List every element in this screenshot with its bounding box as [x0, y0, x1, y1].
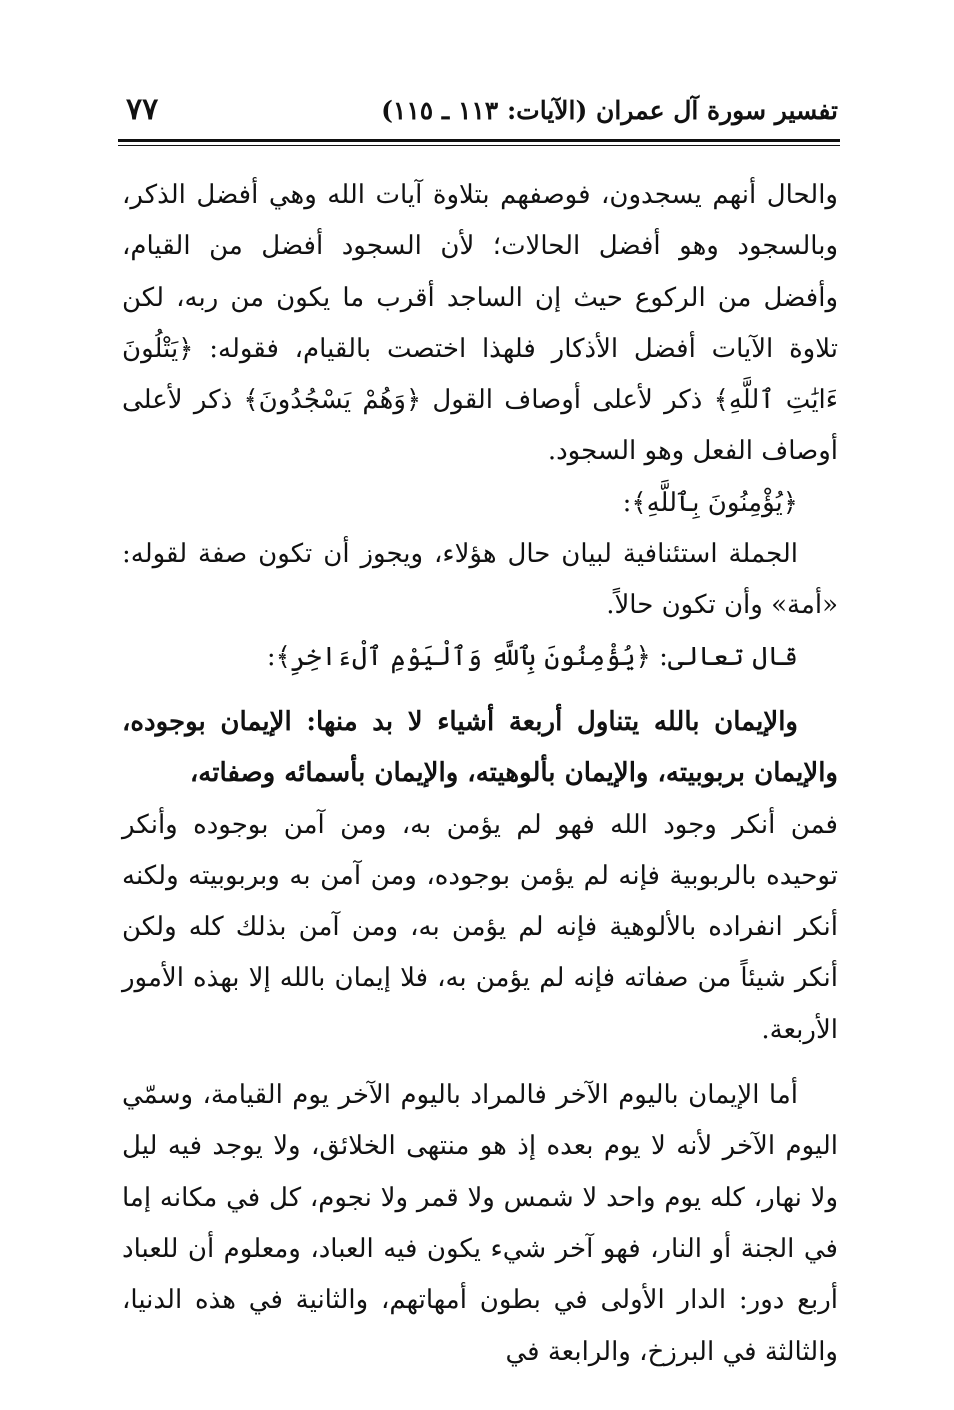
paragraph-5: أما الإيمان باليوم الآخر فالمراد باليوم الآخر يوم القيامة، وسمّي اليوم الآخر لأنه لا يوم بعده إذ هو منتهى الخلائق، ولا يوجد فيه ليل ولا نهار، كله يوم واحد لا شمس ولا قمر ولا نجوم، كل في مكانه إما في الجنة أو النار، فهو آخر شيء يكون فيه العباد، ومعلوم أن للعباد أربع دور: الدار الأولى في بطون أمهاتهم، والثانية في هذه الدنيا، والثالثة في البرزخ، والرابعة في — [122, 1080, 839, 1367]
paragraph-2: الجملة استئنافية لبيان حال هؤلاء، ويجوز أن تكون صفة لقوله: «أمة» وأن تكون حالاً. — [122, 539, 838, 621]
page-header — [118, 92, 838, 140]
paragraph-1: والحال أنهم يسجدون، فوصفهم بتلاوة آيات الله وهي أفضل الذكر، وبالسجود وهو أفضل الحالات؛ لأن السجود أفضل من القيام، وأفضل من الركوع حيث إن الساجد أقرب ما يكون من ربه، لكن تلاوة الآيات أفضل الأذكار فلهذا اختصت بالقيام، فقوله: ﴿يَتْلُونَ ءَايَٰتِ ٱللَّهِ﴾ ذكر لأعلى أوصاف القول ﴿وَهُمْ يَسْجُدُونَ﴾ ذكر لأعلى أوصاف الفعل وهو السجود. — [122, 180, 838, 467]
header-rule-thick — [118, 139, 840, 142]
running-title: تفسير سورة آل عمران (الآيات: ١١٣ ـ ١١٥) — [381, 96, 838, 125]
page-number: ٧٧ — [126, 92, 159, 127]
header-rule-thin — [118, 145, 840, 146]
body-text — [122, 170, 838, 1378]
verse-heading-2: قال تعالى: ﴿يُؤْمِنُونَ بِٱللَّهِ وَٱلْيَوْمِ ٱلْءَاخِرِ﴾: — [266, 641, 798, 672]
verse-heading-1: ﴿يُؤْمِنُونَ بِٱللَّهِ﴾: — [622, 487, 798, 518]
paragraph-4: فمن أنكر وجود الله فهو لم يؤمن به، ومن آمن بوجوده وأنكر توحيده بالربوبية فإنه لم يؤمن بوجوده، ومن آمن به وبربوبيته ولكنه أنكر انفراده بالألوهية فإنه لم يؤمن به، ومن آمن بذلك كله ولكن أنكر شيئاً من صفاته فإنه لم يؤمن به، فلا إيمان بالله إلا بهذه الأمور الأربعة. — [122, 809, 838, 1045]
paragraph-3-bold: والإيمان بالله يتناول أربعة أشياء لا بد منها: الإيمان بوجوده، والإيمان بربوبيته، والإيمان بألوهيته، والإيمان بأسمائه وصفاته، — [122, 706, 838, 789]
